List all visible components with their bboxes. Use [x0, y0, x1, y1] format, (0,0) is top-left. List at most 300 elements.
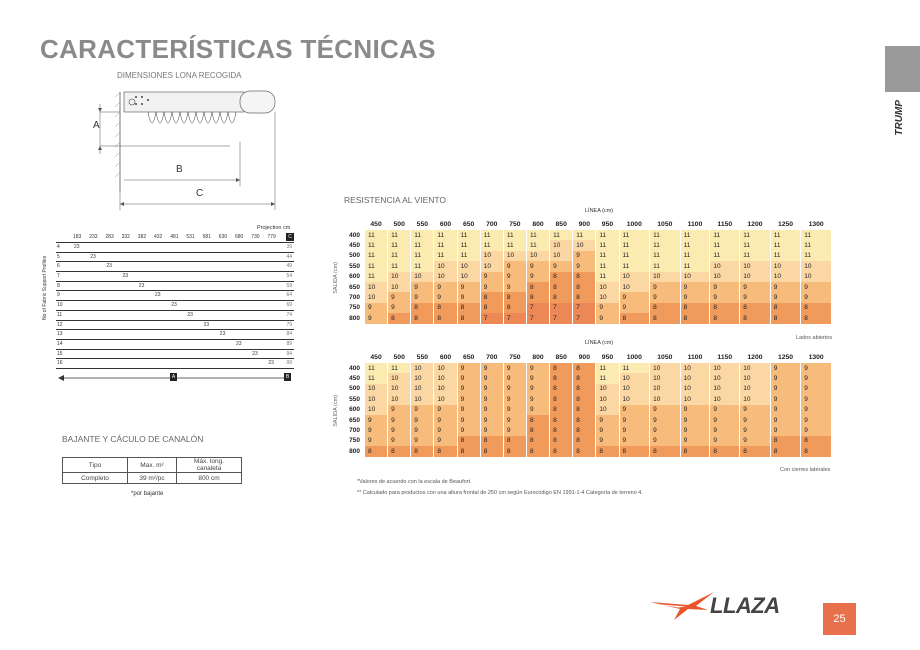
- wind-value-cell: 11: [650, 230, 680, 240]
- wind-value-cell: 11: [388, 261, 410, 271]
- profile-row: [56, 282, 294, 292]
- logo-wordmark: LLAZA: [710, 593, 780, 618]
- wind-value-cell: 9: [596, 436, 618, 446]
- wind-value-cell: 8: [458, 313, 480, 323]
- exit-label-bottom: SALIDA (cm): [333, 395, 339, 427]
- wind-value-cell: 11: [740, 240, 770, 250]
- wind-column-header: 950: [601, 354, 614, 361]
- wind-value-cell: 9: [481, 282, 503, 292]
- wind-value-cell: 7: [481, 313, 503, 323]
- wind-row-header: 400: [342, 230, 364, 240]
- wind-column-header: 600: [439, 221, 452, 228]
- wind-value-cell: 10: [771, 272, 801, 282]
- wind-value-cell: 8: [411, 446, 433, 456]
- wind-value-cell: 8: [504, 292, 526, 302]
- wind-value-cell: 11: [740, 251, 770, 261]
- projection-value: 730: [251, 234, 260, 240]
- wind-column-header: 550: [416, 354, 429, 361]
- wind-value-cell: 10: [620, 384, 650, 394]
- wind-value-cell: 11: [550, 230, 572, 240]
- wind-value-cell: 8: [481, 446, 503, 456]
- wind-column-header: 650: [462, 354, 475, 361]
- wind-value-cell: 10: [740, 373, 770, 383]
- wind-value-cell: 10: [620, 394, 650, 404]
- wind-value-cell: 11: [365, 230, 387, 240]
- downpipe-cell: 800 cm: [177, 473, 242, 484]
- wind-value-cell: 8: [434, 303, 456, 313]
- wind-data-row: [342, 436, 831, 446]
- wind-value-cell: 8: [550, 363, 572, 373]
- wind-value-cell: 11: [681, 230, 710, 240]
- wind-data-row: [342, 240, 831, 250]
- profile-spacing: 23: [236, 340, 242, 347]
- wind-value-cell: 9: [434, 405, 456, 415]
- wind-value-cell: 9: [434, 282, 456, 292]
- wind-value-cell: 11: [801, 230, 831, 240]
- wind-value-cell: 9: [365, 313, 387, 323]
- wind-value-cell: 10: [681, 394, 710, 404]
- wind-value-cell: 9: [710, 425, 739, 435]
- wind-value-cell: 8: [710, 446, 739, 456]
- wind-value-cell: 8: [388, 313, 410, 323]
- dimension-c-label: C: [196, 188, 204, 199]
- wind-value-cell: 11: [596, 373, 618, 383]
- wind-value-cell: 9: [771, 363, 801, 373]
- profile-spacing: 23: [187, 311, 193, 318]
- wind-row-header: 750: [342, 303, 364, 313]
- wind-column-header: 700: [486, 354, 498, 361]
- wind-value-cell: 8: [411, 313, 433, 323]
- wind-value-cell: 8: [650, 446, 680, 456]
- profile-spacing: 23: [155, 292, 161, 299]
- wind-value-cell: 9: [504, 282, 526, 292]
- wind-value-cell: 10: [365, 384, 387, 394]
- closed-sides-label: Con cierres laterales: [780, 467, 831, 473]
- wind-column-header: 500: [393, 354, 405, 361]
- wind-value-cell: 11: [504, 230, 526, 240]
- section-tab: [885, 46, 920, 92]
- profile-count: 9: [57, 292, 60, 299]
- wind-value-cell: 8: [550, 282, 572, 292]
- wind-value-cell: 10: [481, 251, 503, 261]
- wind-value-cell: 8: [550, 436, 572, 446]
- wind-value-cell: 8: [573, 425, 595, 435]
- wind-value-cell: 10: [620, 282, 650, 292]
- wind-value-cell: 9: [458, 282, 480, 292]
- wind-value-cell: 7: [527, 303, 549, 313]
- wind-value-cell: 8: [801, 303, 831, 313]
- projection-value: 432: [154, 234, 163, 240]
- wind-value-cell: 9: [801, 363, 831, 373]
- wind-value-cell: 8: [740, 303, 770, 313]
- profile-end-value: 39: [286, 244, 292, 250]
- profile-spacing: 23: [106, 263, 112, 270]
- wind-value-cell: 10: [365, 292, 387, 302]
- wind-row-header: 800: [342, 313, 364, 323]
- profile-row: [56, 330, 294, 340]
- wind-value-cell: 11: [504, 240, 526, 250]
- wind-value-cell: 11: [411, 230, 433, 240]
- wind-value-cell: 9: [527, 405, 549, 415]
- wind-value-cell: 11: [771, 230, 801, 240]
- profile-count: 14: [57, 340, 63, 347]
- wind-value-cell: 10: [365, 282, 387, 292]
- wind-value-cell: 10: [740, 261, 770, 271]
- wind-row-header: 400: [342, 363, 364, 373]
- wind-value-cell: 8: [434, 313, 456, 323]
- profile-count: 15: [57, 350, 63, 357]
- wind-value-cell: 10: [681, 363, 710, 373]
- wind-value-cell: 10: [681, 384, 710, 394]
- wind-value-cell: 9: [458, 415, 480, 425]
- projection-header-row: [56, 233, 294, 243]
- wind-value-cell: 11: [801, 240, 831, 250]
- wind-value-cell: 10: [573, 240, 595, 250]
- wind-value-cell: 8: [681, 446, 710, 456]
- wind-value-cell: 9: [504, 373, 526, 383]
- wind-column-header: 1050: [657, 354, 673, 361]
- wind-value-cell: 9: [527, 384, 549, 394]
- wind-value-cell: 8: [801, 436, 831, 446]
- downpipe-heading: BAJANTE Y CÁCULO DE CANALÓN: [62, 434, 204, 444]
- wind-value-cell: 9: [740, 425, 770, 435]
- wind-value-cell: 9: [573, 261, 595, 271]
- wind-value-cell: 11: [388, 251, 410, 261]
- wind-column-header: 650: [462, 221, 475, 228]
- wind-value-cell: 9: [801, 292, 831, 302]
- wind-value-cell: 11: [411, 261, 433, 271]
- wind-value-cell: 8: [573, 436, 595, 446]
- wind-value-cell: 8: [596, 446, 618, 456]
- profile-row: [56, 291, 294, 301]
- wind-value-cell: 10: [710, 272, 739, 282]
- downpipe-header-row: [63, 458, 242, 473]
- wind-value-cell: 9: [481, 425, 503, 435]
- wind-value-cell: 11: [527, 240, 549, 250]
- wind-value-cell: 9: [596, 313, 618, 323]
- wind-data-row: [342, 261, 831, 271]
- wind-value-cell: 8: [681, 313, 710, 323]
- wind-value-cell: 10: [434, 384, 456, 394]
- wind-value-cell: 9: [434, 436, 456, 446]
- profile-row: [56, 262, 294, 272]
- wind-value-cell: 11: [681, 240, 710, 250]
- wind-value-cell: 9: [681, 425, 710, 435]
- wind-value-cell: 10: [596, 292, 618, 302]
- wind-data-row: [342, 292, 831, 302]
- profile-end-value: 79: [286, 321, 292, 328]
- wind-column-header: 850: [555, 354, 567, 361]
- wind-column-header: 1150: [717, 221, 733, 228]
- wind-note-eurocode: ** Calculado para productos con una altura frontal de 250 cm según Eurocódigo EN 1991-1-4 Categoría de terreno 4.: [357, 490, 643, 496]
- wind-row-header: 700: [342, 425, 364, 435]
- wind-corner-cell: [342, 219, 364, 230]
- projection-value: 581: [202, 234, 211, 240]
- wind-data-row: [342, 446, 831, 456]
- wind-value-cell: 10: [596, 405, 618, 415]
- wind-value-cell: 9: [481, 363, 503, 373]
- wind-value-cell: 8: [550, 415, 572, 425]
- wind-value-cell: 8: [388, 446, 410, 456]
- wind-value-cell: 9: [771, 282, 801, 292]
- wind-value-cell: 11: [365, 261, 387, 271]
- profile-end-value: 84: [286, 331, 292, 338]
- folded-fabric: [148, 112, 236, 123]
- wind-value-cell: 9: [740, 415, 770, 425]
- profile-row: [56, 350, 294, 360]
- wind-value-cell: 10: [388, 384, 410, 394]
- wind-value-cell: 10: [411, 373, 433, 383]
- wind-value-cell: 10: [650, 384, 680, 394]
- wind-value-cell: 11: [681, 251, 710, 261]
- wind-value-cell: 8: [550, 384, 572, 394]
- wind-row-header: 500: [342, 251, 364, 261]
- wind-header-row: [342, 352, 831, 363]
- projection-value: 233: [89, 234, 98, 240]
- projection-value: 481: [170, 234, 179, 240]
- wind-value-cell: 10: [527, 251, 549, 261]
- wind-value-cell: 10: [388, 373, 410, 383]
- wind-value-cell: 10: [550, 251, 572, 261]
- wind-column-header: 1100: [687, 221, 703, 228]
- wind-value-cell: 11: [771, 240, 801, 250]
- wind-value-cell: 9: [481, 373, 503, 383]
- wind-value-cell: 9: [740, 405, 770, 415]
- wind-value-cell: 8: [740, 446, 770, 456]
- wind-value-cell: 11: [620, 251, 650, 261]
- profile-count: 10: [57, 302, 63, 309]
- wind-row-header: 650: [342, 282, 364, 292]
- wind-value-cell: 9: [771, 425, 801, 435]
- wind-value-cell: 10: [411, 272, 433, 282]
- wind-value-cell: 9: [650, 415, 680, 425]
- downpipe-header-cell: Tipo: [63, 458, 128, 473]
- roof-structure: [124, 92, 244, 112]
- profile-row: [56, 340, 294, 350]
- wind-value-cell: 11: [740, 230, 770, 240]
- wind-value-cell: 10: [365, 394, 387, 404]
- projection-value: 680: [235, 234, 244, 240]
- wind-value-cell: 11: [481, 230, 503, 240]
- wind-value-cell: 9: [710, 405, 739, 415]
- profile-count: 13: [57, 331, 63, 338]
- wind-row-header: 450: [342, 240, 364, 250]
- wind-value-cell: 8: [411, 303, 433, 313]
- wind-value-cell: 8: [527, 415, 549, 425]
- wind-value-cell: 11: [710, 251, 739, 261]
- wind-value-cell: 9: [481, 384, 503, 394]
- wind-value-cell: 8: [550, 446, 572, 456]
- wind-value-cell: 11: [434, 240, 456, 250]
- wind-column-header: 750: [509, 221, 521, 228]
- wind-value-cell: 10: [434, 272, 456, 282]
- profile-count: 6: [57, 263, 60, 270]
- wind-value-cell: 10: [458, 261, 480, 271]
- wind-value-cell: 9: [527, 394, 549, 404]
- wind-value-cell: 8: [573, 405, 595, 415]
- wind-column-header: 1300: [808, 354, 824, 361]
- wind-value-cell: 11: [365, 363, 387, 373]
- profile-count: 8: [57, 282, 60, 289]
- profile-end-value: 69: [286, 302, 292, 309]
- profile-end-value: 94: [286, 350, 292, 357]
- wind-value-cell: 11: [365, 373, 387, 383]
- wind-heading: RESISTENCIA AL VIENTO: [344, 195, 447, 205]
- wind-value-cell: 11: [650, 261, 680, 271]
- profile-end-value: 89: [286, 340, 292, 347]
- wind-value-cell: 8: [573, 282, 595, 292]
- wind-value-cell: 10: [681, 272, 710, 282]
- wind-value-cell: 8: [527, 436, 549, 446]
- wind-value-cell: 8: [681, 303, 710, 313]
- wind-value-cell: 8: [458, 303, 480, 313]
- wind-value-cell: 9: [481, 394, 503, 404]
- profile-count: 4: [57, 244, 60, 250]
- wind-value-cell: 10: [801, 261, 831, 271]
- wind-value-cell: 11: [650, 240, 680, 250]
- wind-value-cell: 8: [458, 436, 480, 446]
- wind-value-cell: 9: [481, 415, 503, 425]
- wind-value-cell: 11: [596, 272, 618, 282]
- projection-value: 779: [267, 234, 276, 240]
- wind-value-cell: 11: [527, 230, 549, 240]
- profile-spacing: 23: [90, 253, 96, 260]
- wind-value-cell: 9: [801, 394, 831, 404]
- wind-value-cell: 9: [527, 272, 549, 282]
- wind-value-cell: 10: [801, 272, 831, 282]
- wind-column-header: 1200: [747, 354, 763, 361]
- wind-data-row: [342, 282, 831, 292]
- wind-value-cell: 11: [710, 240, 739, 250]
- projection-value: 630: [218, 234, 228, 240]
- wind-value-cell: 9: [620, 415, 650, 425]
- downpipe-data-row: [63, 473, 242, 484]
- wind-value-cell: 11: [596, 251, 618, 261]
- profile-end-value: 99: [286, 360, 292, 367]
- wind-value-cell: 11: [434, 230, 456, 240]
- dimension-b-label: B: [176, 164, 183, 175]
- wind-value-cell: 11: [365, 272, 387, 282]
- wind-value-cell: 9: [434, 415, 456, 425]
- wind-value-cell: 9: [388, 415, 410, 425]
- profile-end-value: 59: [286, 282, 292, 289]
- wind-row-header: 650: [342, 415, 364, 425]
- wind-value-cell: 9: [771, 405, 801, 415]
- wind-value-cell: 10: [740, 394, 770, 404]
- wind-value-cell: 9: [481, 272, 503, 282]
- wind-value-cell: 10: [740, 384, 770, 394]
- wind-value-cell: 9: [681, 405, 710, 415]
- wind-value-cell: 9: [527, 363, 549, 373]
- wind-value-cell: 11: [458, 251, 480, 261]
- wind-column-header: 900: [578, 354, 590, 361]
- wind-value-cell: 8: [801, 313, 831, 323]
- profile-count: 5: [57, 253, 60, 260]
- wind-row-header: 700: [342, 292, 364, 302]
- wind-value-cell: 9: [504, 425, 526, 435]
- wind-column-header: 550: [416, 221, 429, 228]
- side-brand-label: TRUMP: [894, 100, 905, 136]
- profile-row: [56, 253, 294, 263]
- wind-column-header: 600: [439, 354, 452, 361]
- wind-value-cell: 9: [388, 292, 410, 302]
- wind-value-cell: 9: [801, 425, 831, 435]
- wind-value-cell: 9: [458, 373, 480, 383]
- llaza-logo: [648, 588, 808, 626]
- wind-value-cell: 7: [550, 313, 572, 323]
- wind-value-cell: 9: [458, 425, 480, 435]
- wind-data-row: [342, 384, 831, 394]
- wind-value-cell: 9: [504, 384, 526, 394]
- wind-value-cell: 10: [596, 282, 618, 292]
- profile-spacing: 23: [268, 360, 274, 367]
- wind-value-cell: 9: [434, 292, 456, 302]
- wind-value-cell: 8: [527, 425, 549, 435]
- wind-value-cell: 11: [388, 363, 410, 373]
- wind-value-cell: 8: [573, 394, 595, 404]
- wind-value-cell: 8: [550, 272, 572, 282]
- wind-value-cell: 8: [801, 446, 831, 456]
- profile-row: [56, 311, 294, 321]
- wind-data-row: [342, 303, 831, 313]
- wind-value-cell: 9: [771, 415, 801, 425]
- wind-value-cell: 9: [771, 384, 801, 394]
- wind-value-cell: 10: [710, 384, 739, 394]
- open-sides-label: Lados abiertos: [796, 335, 833, 341]
- wind-corner-cell: [342, 352, 364, 363]
- projection-value: 332: [121, 234, 130, 240]
- profile-spacing: 23: [138, 282, 145, 289]
- wind-value-cell: 8: [771, 436, 801, 446]
- wind-value-cell: 9: [365, 303, 387, 313]
- wind-value-cell: 8: [434, 446, 456, 456]
- profile-row: [56, 321, 294, 331]
- wind-row-header: 800: [342, 446, 364, 456]
- wind-row-header: 550: [342, 394, 364, 404]
- wind-data-row: [342, 230, 831, 240]
- wind-value-cell: 10: [388, 272, 410, 282]
- wind-value-cell: 9: [596, 415, 618, 425]
- wind-value-cell: 10: [434, 394, 456, 404]
- wind-value-cell: 10: [411, 384, 433, 394]
- wind-value-cell: 10: [681, 373, 710, 383]
- wind-column-header: 1150: [717, 354, 733, 361]
- wind-row-header: 600: [342, 405, 364, 415]
- wind-value-cell: 9: [504, 261, 526, 271]
- projection-label: Projection cm: [257, 225, 291, 231]
- wind-data-row: [342, 272, 831, 282]
- profile-spacing: 23: [252, 350, 258, 357]
- wind-value-cell: 11: [434, 251, 456, 261]
- wind-value-cell: 10: [620, 272, 650, 282]
- dimension-a-label: A: [93, 120, 100, 131]
- wind-value-cell: 9: [411, 282, 433, 292]
- line-label-bottom: LÍNEA (cm): [585, 340, 614, 346]
- wind-value-cell: 10: [481, 261, 503, 271]
- wind-value-cell: 10: [710, 373, 739, 383]
- wind-value-cell: 9: [411, 292, 433, 302]
- wind-value-cell: 9: [458, 384, 480, 394]
- wind-column-header: 750: [509, 354, 521, 361]
- wind-value-cell: 11: [411, 240, 433, 250]
- wind-column-header: 450: [370, 221, 382, 228]
- wind-value-cell: 8: [573, 384, 595, 394]
- wind-value-cell: 11: [650, 251, 680, 261]
- wind-row-header: 550: [342, 261, 364, 271]
- wind-data-row: [342, 373, 831, 383]
- wind-data-row: [342, 405, 831, 415]
- wind-column-header: 1100: [687, 354, 703, 361]
